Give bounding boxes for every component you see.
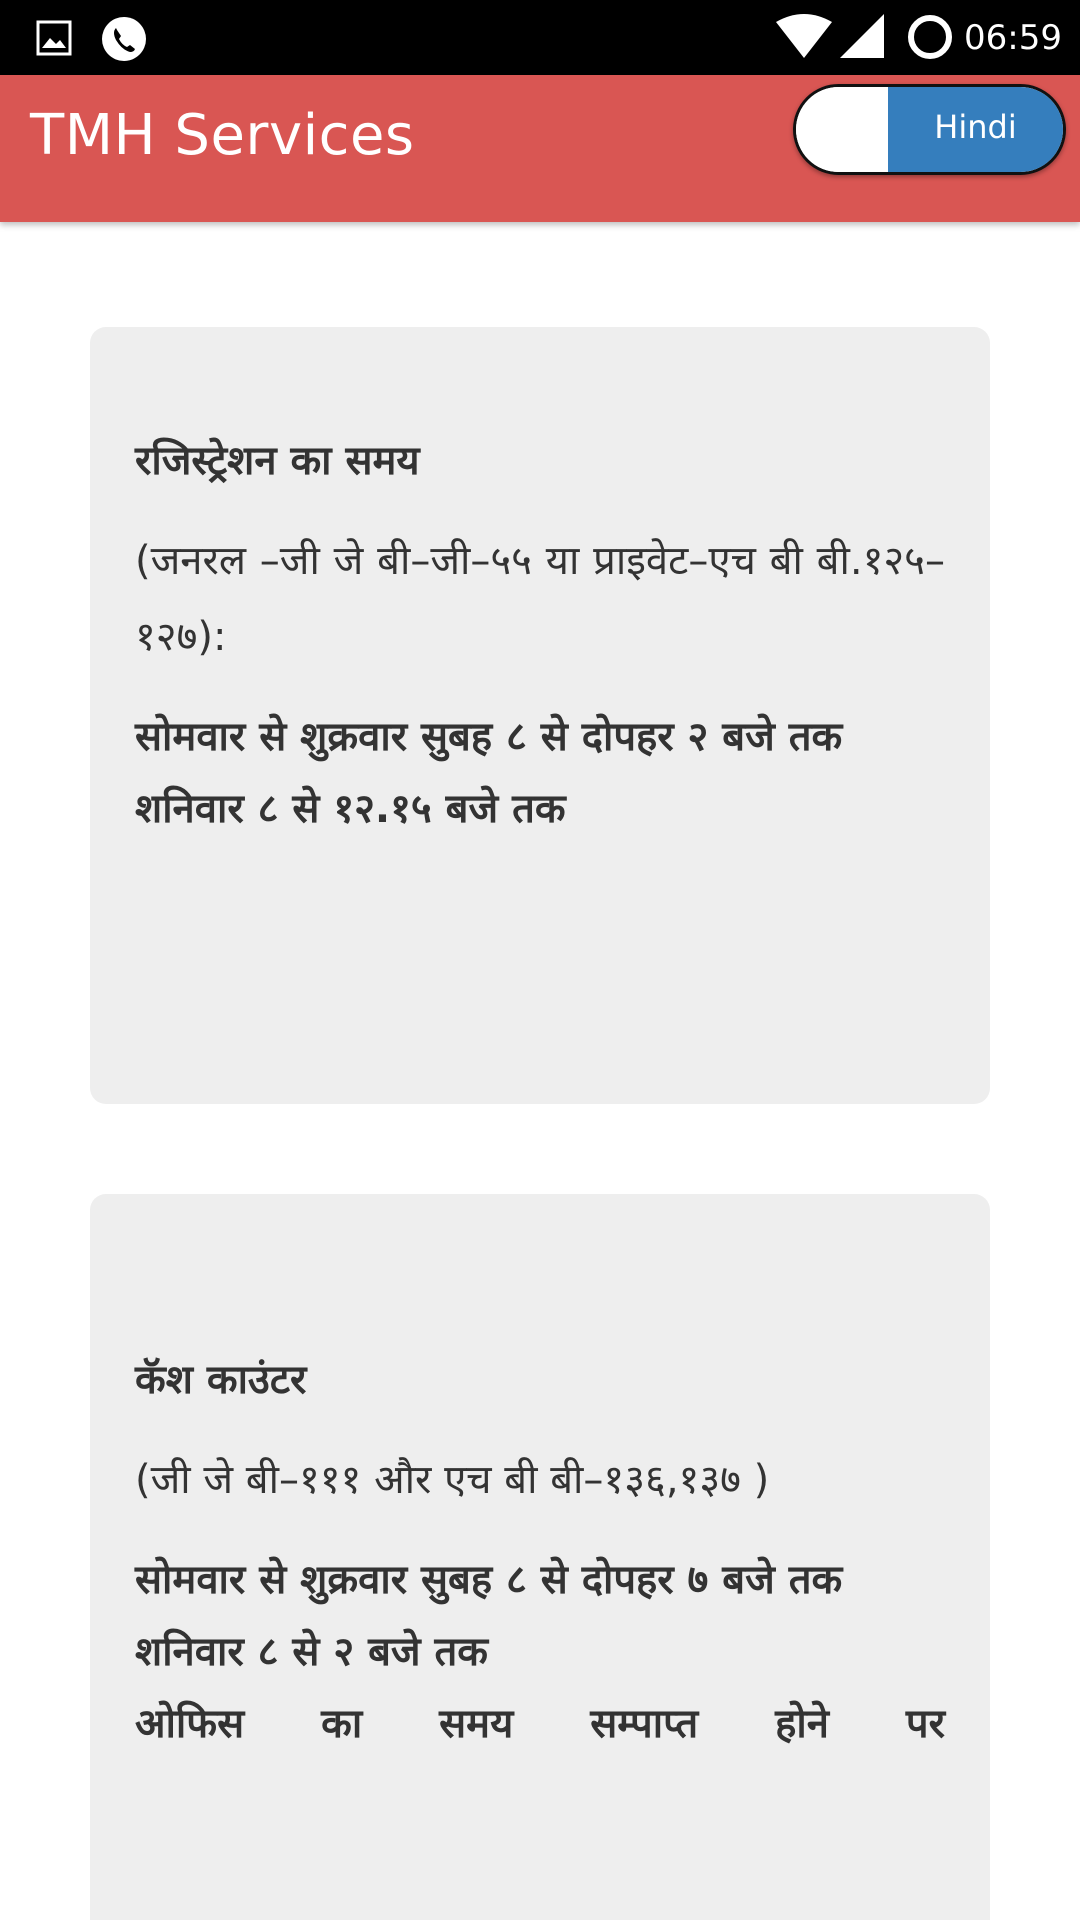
- cash-counter-card: [90, 1194, 990, 1920]
- content-scroll[interactable]: [0, 222, 1080, 1920]
- language-toggle[interactable]: [793, 84, 1066, 175]
- sync-icon: [906, 13, 954, 65]
- app-bar: [0, 75, 1080, 222]
- image-icon: [36, 20, 72, 60]
- card-subtitle: (जनरल –जी जे बी–जी–५५ या प्राइवेट–एच बी बी.१२५–१२७):: [135, 538, 945, 660]
- card-hours: [135, 1544, 945, 1760]
- status-bar: [0, 0, 1080, 75]
- card-subtitle: (जी जे बी–१११ और एच बी बी–१३६,१३७ ): [135, 1457, 770, 1503]
- card-title: कॅश काउंटर: [135, 1357, 307, 1403]
- phone-icon: [101, 16, 147, 66]
- toggle-label: Hindi: [888, 87, 1063, 172]
- hours-line: शनिवार ८ से १२.१५ बजे तक: [135, 786, 566, 832]
- signal-icon: [840, 14, 884, 64]
- wifi-icon: [776, 14, 832, 64]
- registration-time-card: [90, 327, 990, 1104]
- hours-line: ओफिस का समय सम्पाप्त होने पर: [135, 1701, 945, 1747]
- card-title: रजिस्ट्रेशन का समय: [135, 438, 420, 484]
- status-time: 06:59: [964, 18, 1062, 58]
- toggle-knob: [796, 87, 888, 172]
- card-hours: [135, 701, 945, 845]
- hours-line: सोमवार से शुक्रवार सुबह ८ से दोपहर २ बजे तक: [135, 714, 843, 760]
- hours-line: सोमवार से शुक्रवार सुबह ८ से दोपहर ७ बजे तक: [135, 1557, 843, 1603]
- app-title: TMH Services: [30, 103, 415, 168]
- hours-line: शनिवार ८ से २ बजे तक: [135, 1629, 489, 1675]
